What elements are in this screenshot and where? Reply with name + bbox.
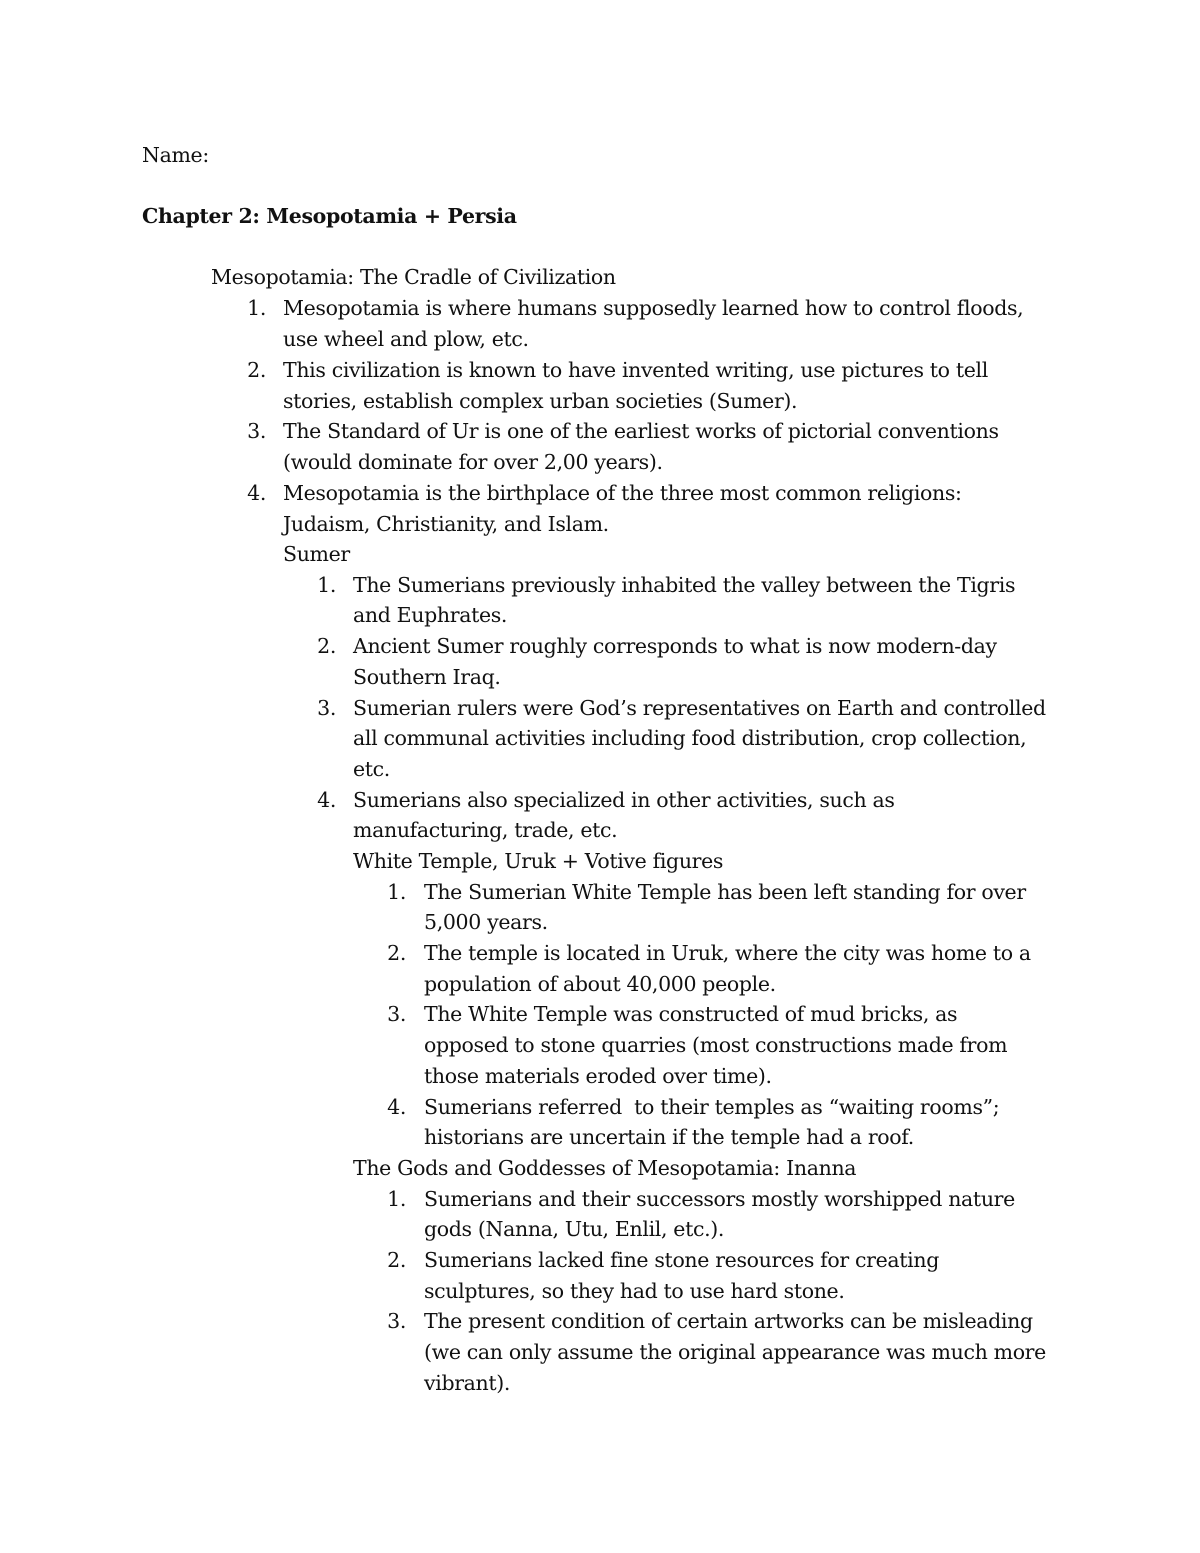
list-number: 1.	[387, 1187, 406, 1211]
section-heading-white-temple: White Temple, Uruk + Votive figures	[353, 849, 724, 873]
list-item-text: The present condition of certain artworks can be misleading	[424, 1309, 1033, 1333]
list-item-text: vibrant).	[424, 1371, 511, 1395]
list-number: 4.	[247, 481, 266, 505]
list-item-text: Sumerians lacked fine stone resources for creating	[424, 1248, 939, 1272]
section-heading-mesopotamia: Mesopotamia: The Cradle of Civilization	[211, 265, 616, 289]
list-item-text: stories, establish complex urban societies (Sumer).	[283, 389, 798, 413]
list-item-text: historians are uncertain if the temple had a roof.	[424, 1125, 914, 1149]
list-item-text: manufacturing, trade, etc.	[353, 818, 618, 842]
list-item-text: Sumerians referred to their temples as “waiting rooms”;	[424, 1095, 1000, 1119]
list-item-text: (would dominate for over 2,00 years).	[283, 450, 663, 474]
list-item-text: This civilization is known to have invented writing, use pictures to tell	[283, 358, 988, 382]
list-item-text: etc.	[353, 757, 390, 781]
list-item-text: Ancient Sumer roughly corresponds to what is now modern-day	[353, 634, 997, 658]
name-label: Name:	[142, 143, 209, 167]
list-item-text: 5,000 years.	[424, 910, 548, 934]
section-heading-gods: The Gods and Goddesses of Mesopotamia: Inanna	[353, 1156, 857, 1180]
list-number: 4.	[387, 1095, 406, 1119]
list-item-text: Judaism, Christianity, and Islam.	[283, 512, 609, 536]
list-item-text: those materials eroded over time).	[424, 1064, 772, 1088]
list-item-text: The Sumerian White Temple has been left standing for over	[424, 880, 1026, 904]
list-number: 2.	[387, 1248, 406, 1272]
list-item-text: gods (Nanna, Utu, Enlil, etc.).	[424, 1217, 725, 1241]
list-item-text: The White Temple was constructed of mud bricks, as	[424, 1002, 958, 1026]
list-number: 1.	[317, 573, 336, 597]
list-number: 2.	[247, 358, 266, 382]
list-number: 3.	[387, 1309, 406, 1333]
list-item-text: The Standard of Ur is one of the earliest works of pictorial conventions	[283, 419, 999, 443]
list-item-text: and Euphrates.	[353, 603, 508, 627]
list-item-text: Sumerians also specialized in other activities, such as	[353, 788, 895, 812]
list-number: 2.	[317, 634, 336, 658]
list-item-text: Sumerians and their successors mostly worshipped nature	[424, 1187, 1015, 1211]
list-item-text: use wheel and plow, etc.	[283, 327, 529, 351]
list-number: 2.	[387, 941, 406, 965]
chapter-title: Chapter 2: Mesopotamia + Persia	[142, 204, 517, 228]
list-number: 3.	[317, 696, 336, 720]
list-item-text: all communal activities including food distribution, crop collection,	[353, 726, 1027, 750]
list-item-text: Sumerian rulers were God’s representatives on Earth and controlled	[353, 696, 1046, 720]
section-heading-sumer: Sumer	[283, 542, 350, 566]
list-item-text: (we can only assume the original appearance was much more	[424, 1340, 1046, 1364]
list-item-text: population of about 40,000 people.	[424, 972, 776, 996]
list-item-text: sculptures, so they had to use hard stone.	[424, 1279, 845, 1303]
list-item-text: Mesopotamia is the birthplace of the three most common religions:	[283, 481, 962, 505]
list-item-text: The Sumerians previously inhabited the valley between the Tigris	[353, 573, 1016, 597]
list-item-text: Mesopotamia is where humans supposedly learned how to control floods,	[283, 296, 1024, 320]
list-number: 4.	[317, 788, 336, 812]
list-item-text: opposed to stone quarries (most constructions made from	[424, 1033, 1008, 1057]
list-number: 1.	[387, 880, 406, 904]
list-item-text: Southern Iraq.	[353, 665, 501, 689]
list-number: 3.	[247, 419, 266, 443]
list-item-text: The temple is located in Uruk, where the city was home to a	[424, 941, 1031, 965]
list-number: 3.	[387, 1002, 406, 1026]
list-number: 1.	[247, 296, 266, 320]
